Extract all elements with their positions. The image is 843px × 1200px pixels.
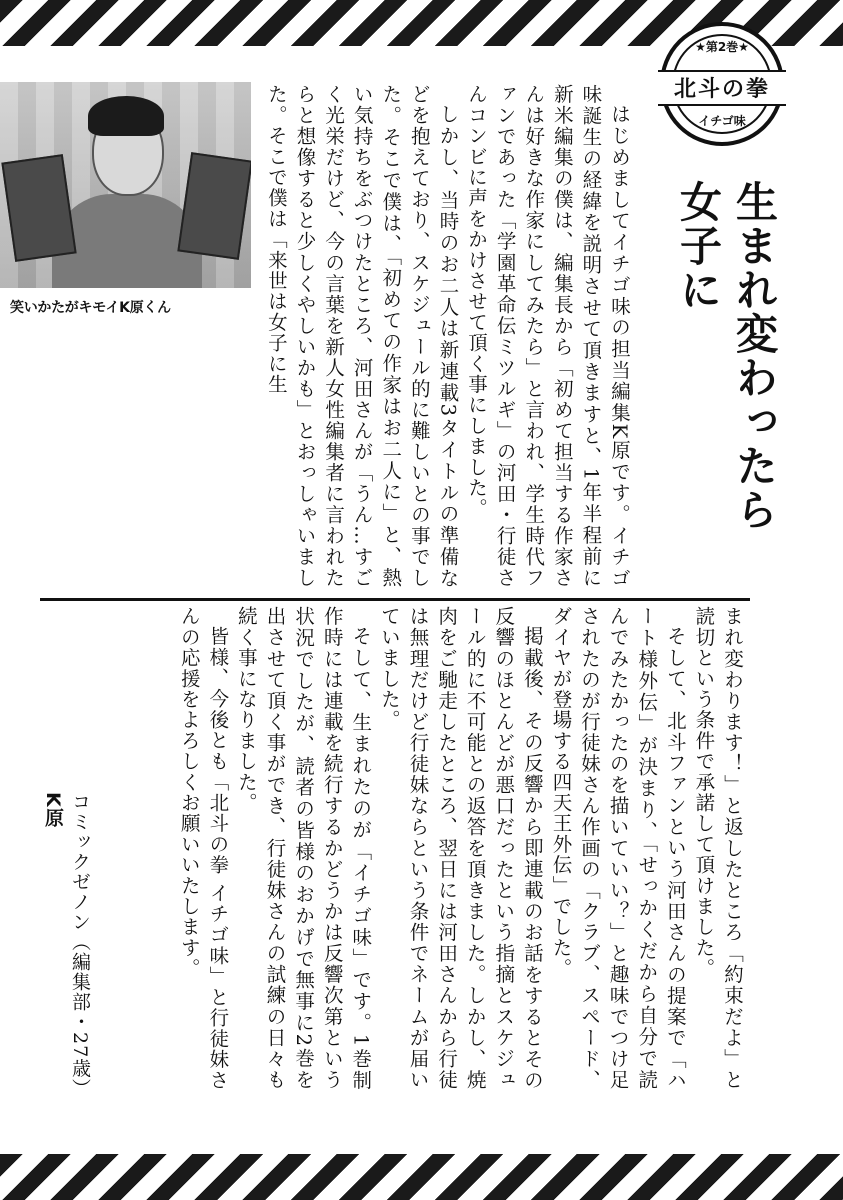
headline-line-2: 女子に: [674, 180, 723, 312]
essay-paragraph: 皆様、今後とも「北斗の拳 イチゴ味」と行徒妹さんの応援をよろしくお願いいたします。: [177, 606, 230, 1090]
essay-paragraph: そして、生まれたのが「イチゴ味」です。1巻制作時には連載を続行するかどうかは反響次第という状況でしたが、読者の皆様のおかげで無事に2巻を出させて頂く事ができ、行徒妹さんの試練の日々も続く事になりました。: [234, 606, 373, 1090]
stamp-volume: ★第2巻★: [695, 40, 749, 54]
series-stamp: [660, 22, 784, 146]
headline-line-1: 生まれ変わったら: [730, 180, 779, 532]
photo-person-hair: [88, 96, 164, 136]
essay-paragraph: まれ変わります！」と返したところ「約束だよ」と読切という条件で承諾して頂けました。: [692, 606, 744, 1090]
essay-paragraph: 掲載後、その反響から即連載のお話をするとその反響のほとんどが悪口だったという指摘とスケジュール的に不可能との返答を頂きました。しかし、焼肉をご馳走したところ、翌日には河田さんから行徒は無理だけど行徒妹ならという条件でネームが届いていました。: [377, 606, 544, 1090]
photo-caption: 笑いかたがキモイK原くん: [10, 300, 171, 316]
stamp-subtitle: イチゴ味: [698, 114, 746, 128]
bottom-stripe-border: [0, 1154, 843, 1200]
section-divider: [40, 598, 750, 601]
photo-manga-volume-right: [177, 152, 251, 260]
stamp-title: 北斗の拳: [673, 76, 770, 102]
editor-photo: [0, 82, 251, 288]
signature-name: K原: [42, 792, 64, 828]
essay-paragraph: そして、北斗ファンという河田さんの提案で「ハート様外伝」が決まり、「せっかくだから自分で読んでみたかったのを描いていい？」と趣味でつけ足されたのが行徒妹さん作画の「クラブ、スペード、ダイヤが登場する四天王外伝」でした。: [549, 606, 687, 1090]
headline: [670, 180, 782, 600]
signature-affiliation: コミックゼノン（編集部・27歳）: [69, 792, 91, 1099]
essay-paragraph: はじめましてイチゴ味の担当編集K原です。イチゴ味誕生の経緯を説明させて頂きますと、1年半程前に新米編集の僕は、編集長から「初めて担当する作家さんは好きな作家にしてみたら」と言われ、学生時代ファンであった「学園革命伝ミツルギ」の河田・行徒さんコンビに声をかけさせて頂く事にしました。: [465, 84, 631, 588]
essay-paragraph: しかし、当時のお二人は新連載3タイトルの準備などを抱えており、スケジュール的に難しいとの事でした。そこで僕は、「初めての作家はお二人に」と、熱い気持ちをぶつけたところ、河田さんが「うん…すごく光栄だけど、今の言葉を新人女性編集者に言われたらと想像すると少しくやしいかも」とおっしゃいました。そこで僕は「来世は女子に生: [264, 84, 460, 588]
essay-lower: [94, 606, 746, 1090]
essay-upper-right: [257, 84, 633, 588]
signature: [40, 792, 94, 1099]
